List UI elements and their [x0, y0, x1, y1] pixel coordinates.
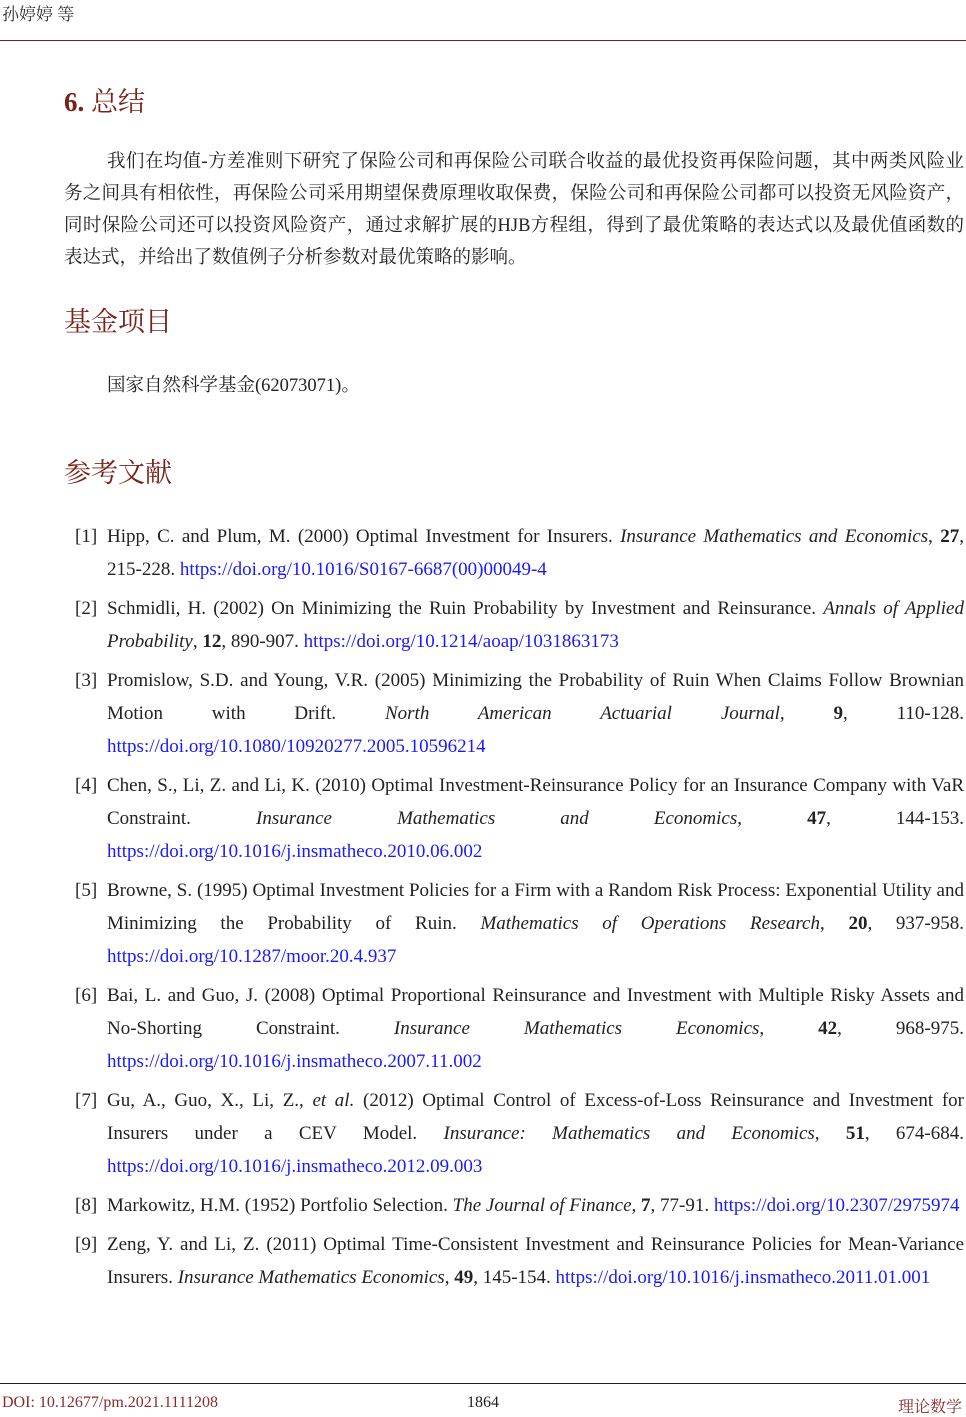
reference-number: [9]: [75, 1234, 98, 1255]
reference-doi-link[interactable]: https://doi.org/10.1016/j.insmatheco.2011.01.001: [555, 1267, 931, 1288]
reference-journal: Insurance Mathematics Economics: [393, 1018, 760, 1039]
reference-item: [64, 1084, 964, 1183]
reference-pages: , 215-228.: [107, 526, 964, 580]
reference-list: [64, 520, 964, 1300]
reference-sep: ,: [444, 1267, 455, 1288]
reference-number: [8]: [75, 1195, 98, 1216]
reference-journal: Insurance Mathematics Economics: [177, 1267, 445, 1288]
reference-journal: Insurance Mathematics and Economics: [256, 808, 738, 829]
reference-pages: , 110-128.: [843, 703, 965, 724]
reference-sep: ,: [814, 1123, 846, 1144]
section-title: 总结: [91, 87, 145, 117]
reference-volume: 9: [833, 703, 844, 724]
reference-volume: 7: [641, 1195, 651, 1216]
reference-doi-link[interactable]: https://doi.org/10.1016/S0167-6687(00)00049-4: [179, 559, 547, 580]
section-heading-conclusion: [64, 80, 145, 119]
reference-pages: , 145-154.: [473, 1267, 556, 1288]
reference-doi-link[interactable]: https://doi.org/10.1214/aoap/1031863173: [303, 631, 619, 652]
reference-doi-link[interactable]: https://doi.org/10.1016/j.insmatheco.2012.09.003: [107, 1156, 483, 1177]
reference-item: [64, 664, 964, 763]
reference-journal: Annals of Applied Probability: [107, 598, 964, 652]
reference-volume: 51: [845, 1123, 865, 1144]
reference-number: [7]: [75, 1090, 98, 1111]
reference-pages: , 674-684.: [864, 1123, 965, 1144]
reference-authors: Gu, A., Guo, X., Li, Z.,: [107, 1090, 313, 1111]
footer-doi[interactable]: DOI: 10.12677/pm.2021.1111208: [2, 1394, 218, 1411]
reference-volume: 27: [940, 526, 960, 547]
reference-volume: 20: [848, 913, 868, 934]
reference-text: Hipp, C. and Plum, M. (2000) Optimal Investment for Insurers.: [107, 526, 621, 547]
reference-volume: 49: [454, 1267, 474, 1288]
reference-number: [1]: [75, 526, 98, 547]
reference-item: [64, 874, 964, 973]
reference-sep: ,: [737, 808, 808, 829]
reference-et-al: et al.: [312, 1090, 355, 1111]
reference-volume: 12: [202, 631, 222, 652]
reference-item: [64, 769, 964, 868]
running-header-author: 孙婷婷 等: [2, 5, 75, 24]
funding-heading: 基金项目: [64, 307, 172, 337]
header-rule: [0, 40, 966, 41]
reference-sep: ,: [631, 1195, 642, 1216]
reference-text: Schmidli, H. (2002) On Minimizing the Ruin Probability by Investment and Reinsurance.: [107, 598, 824, 619]
reference-item: [64, 520, 964, 586]
reference-sep: ,: [779, 703, 834, 724]
reference-item: [64, 979, 964, 1078]
section-number: 6.: [64, 87, 85, 117]
reference-sep: ,: [192, 631, 203, 652]
reference-number: [2]: [75, 598, 98, 619]
reference-text: Zeng, Y. and Li, Z. (2011) Optimal Time-Consistent Investment and Reinsurance Policies for Mean-Variance Insurers.: [107, 1234, 964, 1288]
page-number: 1864: [467, 1394, 499, 1411]
references-heading: 参考文献: [64, 458, 172, 488]
reference-journal: Insurance Mathematics and Economics: [620, 526, 929, 547]
reference-pages: , 144-153.: [826, 808, 965, 829]
conclusion-paragraph: 我们在均值-方差准则下研究了保险公司和再保险公司联合收益的最优投资再保险问题，其中两类风险业务之间具有相依性，再保险公司采用期望保费原理收取保费，保险公司和再保险公司都可以投资无风险资产，同时保险公司还可以投资风险资产，通过求解扩展的HJB方程组，得到了最优策略的表达式以及最优值函数的表达式，并给出了数值例子分析参数对最优策略的影响。: [64, 152, 964, 268]
reference-sep: ,: [820, 913, 849, 934]
reference-text: Chen, S., Li, Z. and Li, K. (2010) Optimal Investment-Reinsurance Policy for an Insurance Company with VaR Constraint.: [107, 775, 964, 829]
reference-doi-link[interactable]: https://doi.org/10.1080/10920277.2005.10596214: [107, 736, 486, 757]
reference-text: Browne, S. (1995) Optimal Investment Policies for a Firm with a Random Risk Process: Exponential Utility and Minimizing the Probability of Ruin.: [107, 880, 964, 934]
reference-volume: 42: [818, 1018, 838, 1039]
reference-journal: The Journal of Finance: [452, 1195, 632, 1216]
footer-rule: [0, 1383, 966, 1384]
reference-doi-link[interactable]: https://doi.org/10.1016/j.insmatheco.2010.06.002: [107, 841, 483, 862]
footer-journal: 理论数学: [897, 1399, 962, 1416]
reference-text: Bai, L. and Guo, J. (2008) Optimal Proportional Reinsurance and Investment with Multiple Risky Assets and No-Shorting Constraint.: [107, 985, 964, 1039]
reference-sep: ,: [759, 1018, 819, 1039]
reference-text: (2012) Optimal Control of Excess-of-Loss Reinsurance and Investment for Insurers under a CEV Model.: [107, 1090, 964, 1144]
reference-item: [64, 1189, 964, 1222]
reference-pages: , 890-907.: [221, 631, 304, 652]
reference-item: [64, 1228, 964, 1294]
reference-pages: , 77-91.: [650, 1195, 714, 1216]
reference-doi-link[interactable]: https://doi.org/10.1016/j.insmatheco.2007.11.002: [107, 1051, 482, 1072]
reference-number: [6]: [75, 985, 98, 1006]
reference-journal: Insurance: Mathematics and Economics: [443, 1123, 815, 1144]
reference-doi-link[interactable]: https://doi.org/10.1287/moor.20.4.937: [107, 946, 397, 967]
reference-text: Markowitz, H.M. (1952) Portfolio Selection.: [107, 1195, 453, 1216]
reference-doi-link[interactable]: https://doi.org/10.2307/2975974: [713, 1195, 960, 1216]
reference-pages: , 968-975.: [837, 1018, 964, 1039]
reference-journal: North American Actuarial Journal: [384, 703, 780, 724]
reference-text: Promislow, S.D. and Young, V.R. (2005) Minimizing the Probability of Ruin When Claims Follow Brownian Motion with Drift.: [107, 670, 964, 724]
reference-volume: 47: [807, 808, 827, 829]
funding-text: 国家自然科学基金(62073071)。: [107, 376, 360, 396]
reference-sep: ,: [928, 526, 941, 547]
reference-number: [5]: [75, 880, 98, 901]
reference-item: [64, 592, 964, 658]
reference-journal: Mathematics of Operations Research: [480, 913, 820, 934]
reference-number: [3]: [75, 670, 98, 691]
reference-number: [4]: [75, 775, 98, 796]
reference-pages: , 937-958.: [867, 913, 965, 934]
